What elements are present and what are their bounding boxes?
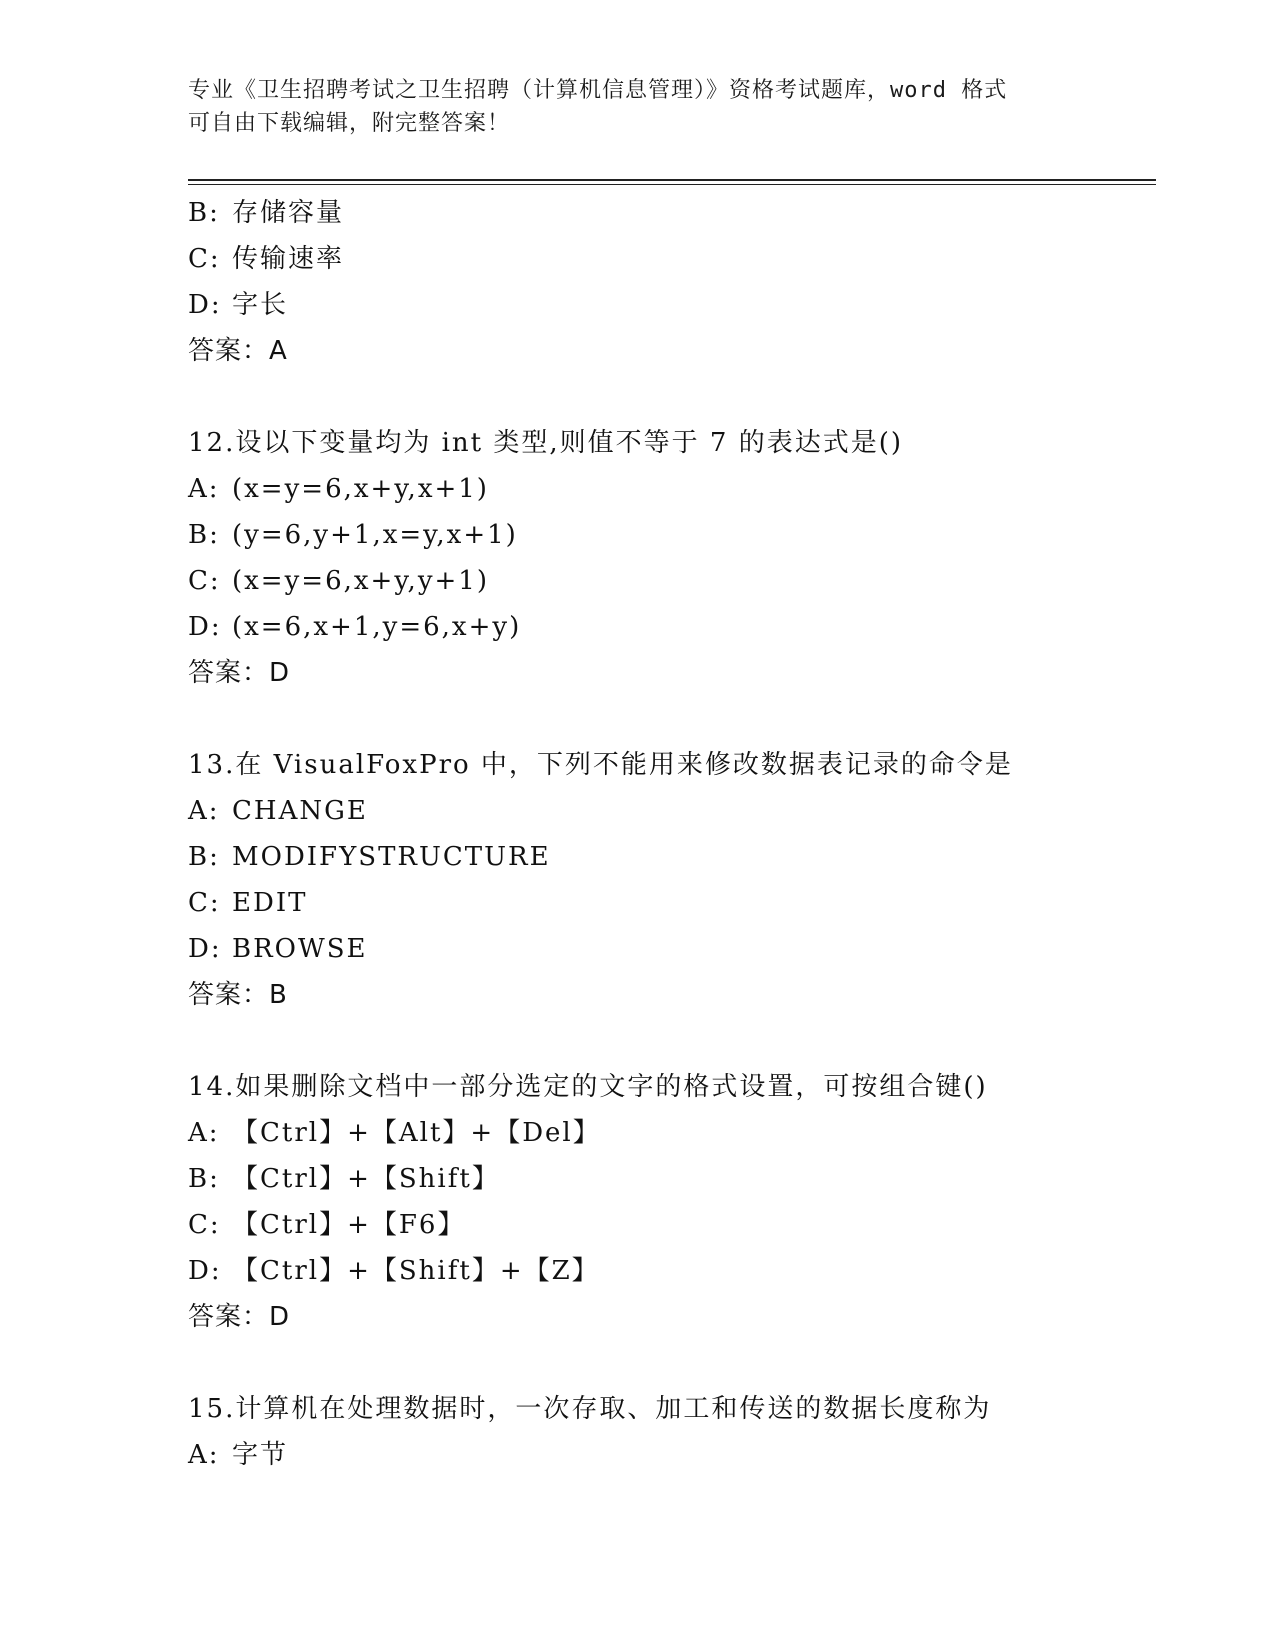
option-text: (x=6,x+1,y=6,x+y)	[232, 612, 522, 642]
option-key: A:	[188, 796, 220, 826]
header-divider-thin	[188, 184, 1156, 185]
option-key: A:	[188, 474, 220, 504]
option-text: MODIFYSTRUCTURE	[232, 842, 551, 872]
option-key: A:	[188, 1440, 220, 1470]
option-key: C:	[188, 1210, 221, 1240]
option-key: B:	[188, 198, 220, 228]
header-line-2: 可自由下载编辑，附完整答案！	[188, 111, 511, 136]
option-text: 传输速率	[232, 244, 345, 274]
question-text: 14.如果删除文档中一部分选定的文字的格式设置，可按组合键()	[188, 1072, 988, 1102]
spacer	[188, 696, 1148, 742]
option-key: B:	[188, 520, 220, 550]
option-d	[188, 1248, 1148, 1294]
header-line-1: 专业《卫生招聘考试之卫生招聘（计算机信息管理）》资格考试题库，word 格式	[188, 78, 1008, 103]
option-d	[188, 926, 1148, 972]
document-header	[188, 74, 1088, 140]
spacer	[188, 1340, 1148, 1386]
option-c	[188, 1202, 1148, 1248]
option-text: (x=y=6,x+y,x+1)	[232, 474, 489, 504]
answer-line: 答案：D	[188, 658, 291, 688]
question-block-15	[188, 1386, 1148, 1478]
option-d	[188, 604, 1148, 650]
option-d	[188, 282, 1148, 328]
answer-line: 答案：B	[188, 980, 288, 1010]
option-text: (x=y=6,x+y,y+1)	[232, 566, 489, 596]
option-text: 存储容量	[232, 198, 345, 228]
answer-line: 答案：D	[188, 1302, 291, 1332]
option-b	[188, 1156, 1148, 1202]
question-block-14	[188, 1064, 1148, 1340]
option-b	[188, 512, 1148, 558]
question-block-13	[188, 742, 1148, 1018]
option-c	[188, 236, 1148, 282]
option-a	[188, 466, 1148, 512]
option-b	[188, 834, 1148, 880]
question-block-12	[188, 420, 1148, 696]
option-text: 【Ctrl】+【Shift】	[232, 1164, 500, 1194]
question-text: 13.在 VisualFoxPro 中，下列不能用来修改数据表记录的命令是	[188, 750, 1013, 780]
option-key: B:	[188, 842, 220, 872]
option-text: EDIT	[232, 888, 308, 918]
option-text: 【Ctrl】+【F6】	[232, 1210, 466, 1240]
option-text: 字节	[232, 1440, 289, 1470]
answer-line: 答案：A	[188, 336, 288, 366]
option-text: 【Ctrl】+【Shift】+【Z】	[232, 1256, 600, 1286]
option-key: D:	[188, 1256, 222, 1286]
option-text: 【Ctrl】+【Alt】+【Del】	[232, 1118, 601, 1148]
header-divider-thick	[188, 179, 1156, 181]
question-text: 15.计算机在处理数据时，一次存取、加工和传送的数据长度称为	[188, 1394, 992, 1424]
option-key: C:	[188, 244, 221, 274]
option-key: A:	[188, 1118, 220, 1148]
question-text: 12.设以下变量均为 int 类型,则值不等于 7 的表达式是()	[188, 428, 904, 458]
option-key: B:	[188, 1164, 220, 1194]
option-b	[188, 190, 1148, 236]
option-a	[188, 1432, 1148, 1478]
question-list	[188, 190, 1148, 1478]
option-key: D:	[188, 612, 222, 642]
option-text: (y=6,y+1,x=y,x+1)	[232, 520, 518, 550]
option-text: BROWSE	[232, 934, 368, 964]
option-key: D:	[188, 934, 222, 964]
option-key: C:	[188, 566, 221, 596]
option-a	[188, 788, 1148, 834]
option-key: C:	[188, 888, 221, 918]
option-c	[188, 558, 1148, 604]
option-key: D:	[188, 290, 222, 320]
option-c	[188, 880, 1148, 926]
option-text: CHANGE	[232, 796, 368, 826]
spacer	[188, 374, 1148, 420]
question-block-11	[188, 190, 1148, 374]
spacer	[188, 1018, 1148, 1064]
option-text: 字长	[232, 290, 289, 320]
option-a	[188, 1110, 1148, 1156]
